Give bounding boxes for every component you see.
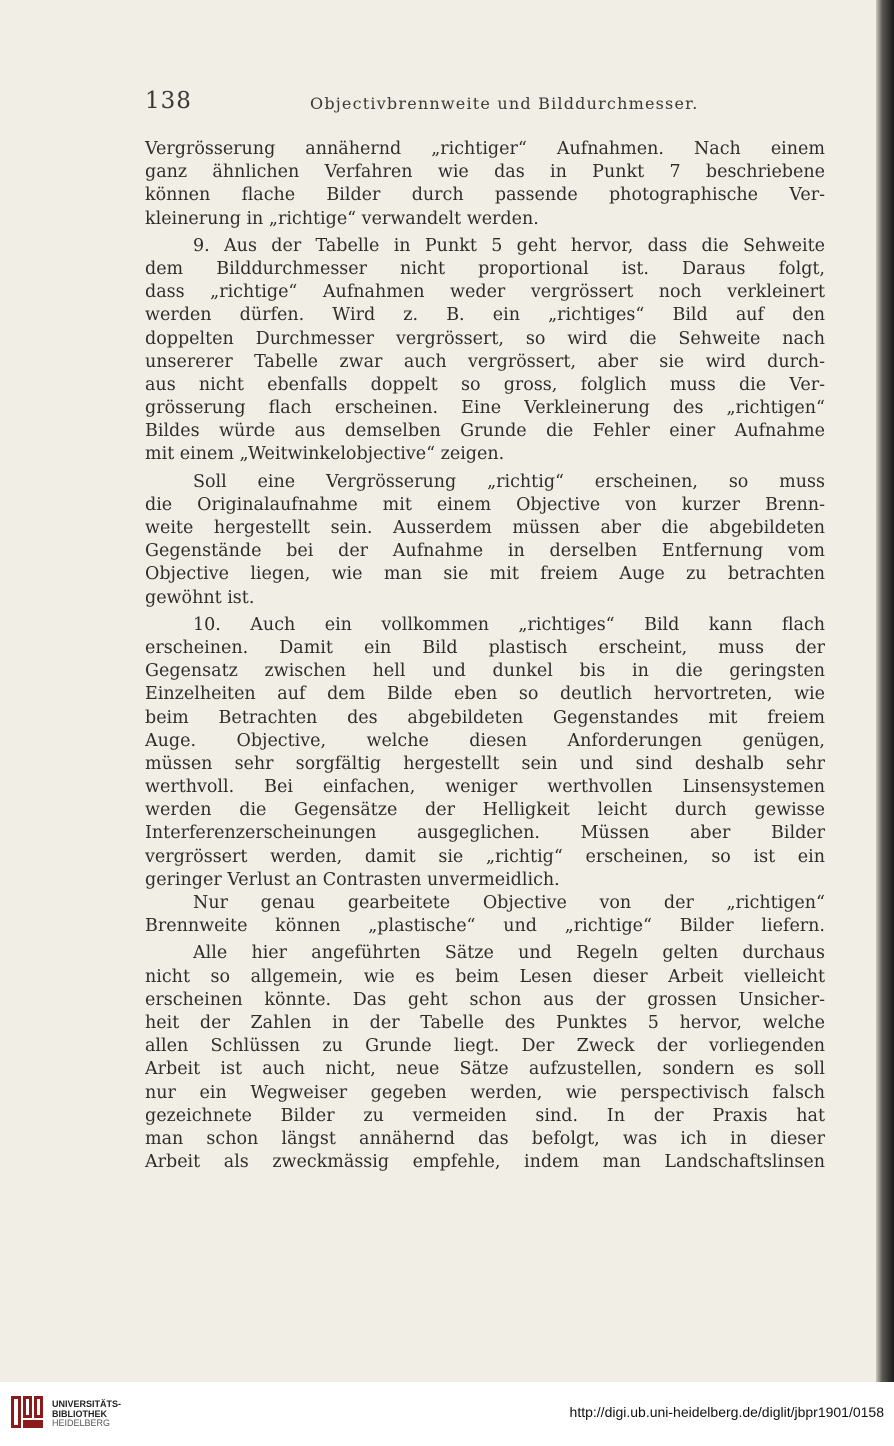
permalink-url[interactable]: http://digi.ub.uni-heidelberg.de/diglit/jbpr1901/0158 (569, 1404, 884, 1420)
text-line: Gegensatz zwischen hell und dunkel bis in die geringsten (145, 661, 825, 682)
text-line: Nur genau gearbeitete Objective von der „richtigen“ (193, 893, 825, 913)
running-head (145, 88, 825, 122)
text-line: dem Bilddurchmesser nicht proportional ist. Daraus folgt, (145, 258, 825, 279)
text-line: werden die Gegensätze der Helligkeit leicht durch gewisse (145, 800, 825, 821)
text-line: Objective liegen, wie man sie mit freiem Auge zu betrachten (145, 564, 825, 585)
text-line: können flache Bilder durch passende photographische Ver- (145, 185, 825, 206)
library-logo-icon (8, 1393, 46, 1431)
page-number: 138 (145, 88, 192, 114)
text-line: werthvoll. Bei einfachen, weniger werthvollen Linsensystemen (145, 777, 825, 798)
text-line: Arbeit als zweckmässig empfehle, indem man Landschaftslinsen (145, 1152, 825, 1173)
book-spine-shadow (876, 0, 894, 1382)
text-line: Arbeit ist auch nicht, neue Sätze aufzustellen, sondern es soll (145, 1059, 825, 1080)
text-line: Brennweite können „plastische“ und „richtige“ Bilder liefern. (145, 916, 825, 937)
text-line: Bildes würde aus demselben Grunde die Fehler einer Aufnahme (145, 421, 825, 442)
text-line: kleinerung in „richtige“ verwandelt werden. (145, 208, 539, 229)
text-line: aus nicht ebenfalls doppelt so gross, folglich muss die Ver- (145, 374, 825, 395)
text-line: 10. Auch ein vollkommen „richtiges“ Bild kann flach (193, 614, 825, 635)
body-text (145, 138, 825, 1174)
text-line: die Originalaufnahme mit einem Objective von kurzer Brenn- (145, 494, 825, 515)
text-line: geringer Verlust an Contrasten unvermeidlich. (145, 869, 560, 890)
text-line: grösserung flach erscheinen. Eine Verkleinerung des „richtigen“ (145, 398, 825, 419)
text-line: nicht so allgemein, wie es beim Lesen dieser Arbeit vielleicht (145, 966, 825, 987)
text-line: ganz ähnlichen Verfahren wie das in Punkt 7 beschriebene (145, 162, 825, 183)
library-name: UNIVERSITÄTS- BIBLIOTHEK HEIDELBERG (52, 1399, 122, 1428)
text-line: Einzelheiten auf dem Bilde eben so deutlich hervortreten, wie (145, 684, 825, 705)
text-line: erscheinen. Damit ein Bild plastisch erscheint, muss der (145, 637, 825, 658)
text-line: werden dürfen. Wird z. B. ein „richtiges“ Bild auf den (145, 305, 825, 326)
text-line: heit der Zahlen in der Tabelle des Punktes 5 hervor, welche (145, 1012, 825, 1033)
text-line: gezeichnete Bilder zu vermeiden sind. In der Praxis hat (145, 1105, 825, 1126)
text-line: 9. Aus der Tabelle in Punkt 5 geht hervor, dass die Sehweite (193, 235, 825, 256)
text-line: Interferenzerscheinungen ausgeglichen. Müssen aber Bilder (145, 823, 825, 844)
text-line: nur ein Wegweiser gegeben werden, wie perspectivisch falsch (145, 1082, 825, 1103)
text-line: gewöhnt ist. (145, 587, 255, 608)
text-line: allen Schlüssen zu Grunde liegt. Der Zweck der vorliegenden (145, 1036, 825, 1057)
text-line: mit einem „Weitwinkelobjective“ zeigen. (145, 444, 505, 465)
text-line: weite hergestellt sein. Ausserdem müssen aber die abgebildeten (145, 518, 825, 538)
digitization-footer (0, 1382, 894, 1446)
text-line: Soll eine Vergrösserung „richtig“ erscheinen, so muss (193, 471, 825, 492)
text-line: erscheinen könnte. Das geht schon aus der grossen Unsicher- (145, 989, 825, 1010)
text-line: vergrössert werden, damit sie „richtig“ erscheinen, so ist ein (145, 846, 825, 867)
text-line: Auge. Objective, welche diesen Anforderungen genügen, (145, 730, 825, 751)
text-line: Alle hier angeführten Sätze und Regeln gelten durchaus (193, 943, 825, 964)
text-line: müssen sehr sorgfältig hergestellt sein und sind deshalb sehr (145, 753, 825, 774)
text-line: man schon längst annähernd das befolgt, was ich in dieser (145, 1128, 825, 1149)
text-line: Vergrösserung annähernd „richtiger“ Aufnahmen. Nach einem (145, 139, 825, 159)
text-line: unsererer Tabelle zwar auch vergrössert, aber sie wird durch- (145, 351, 825, 372)
text-line: dass „richtige“ Aufnahmen weder vergrössert noch verkleinert (145, 282, 825, 303)
text-line: beim Betrachten des abgebildeten Gegenstandes mit freiem (145, 707, 825, 728)
text-line: Gegenstände bei der Aufnahme in derselben Entfernung vom (145, 541, 825, 562)
text-line: doppelten Durchmesser vergrössert, so wird die Sehweite nach (145, 328, 825, 349)
running-title: Objectivbrennweite und Bilddurchmesser. (310, 94, 699, 113)
